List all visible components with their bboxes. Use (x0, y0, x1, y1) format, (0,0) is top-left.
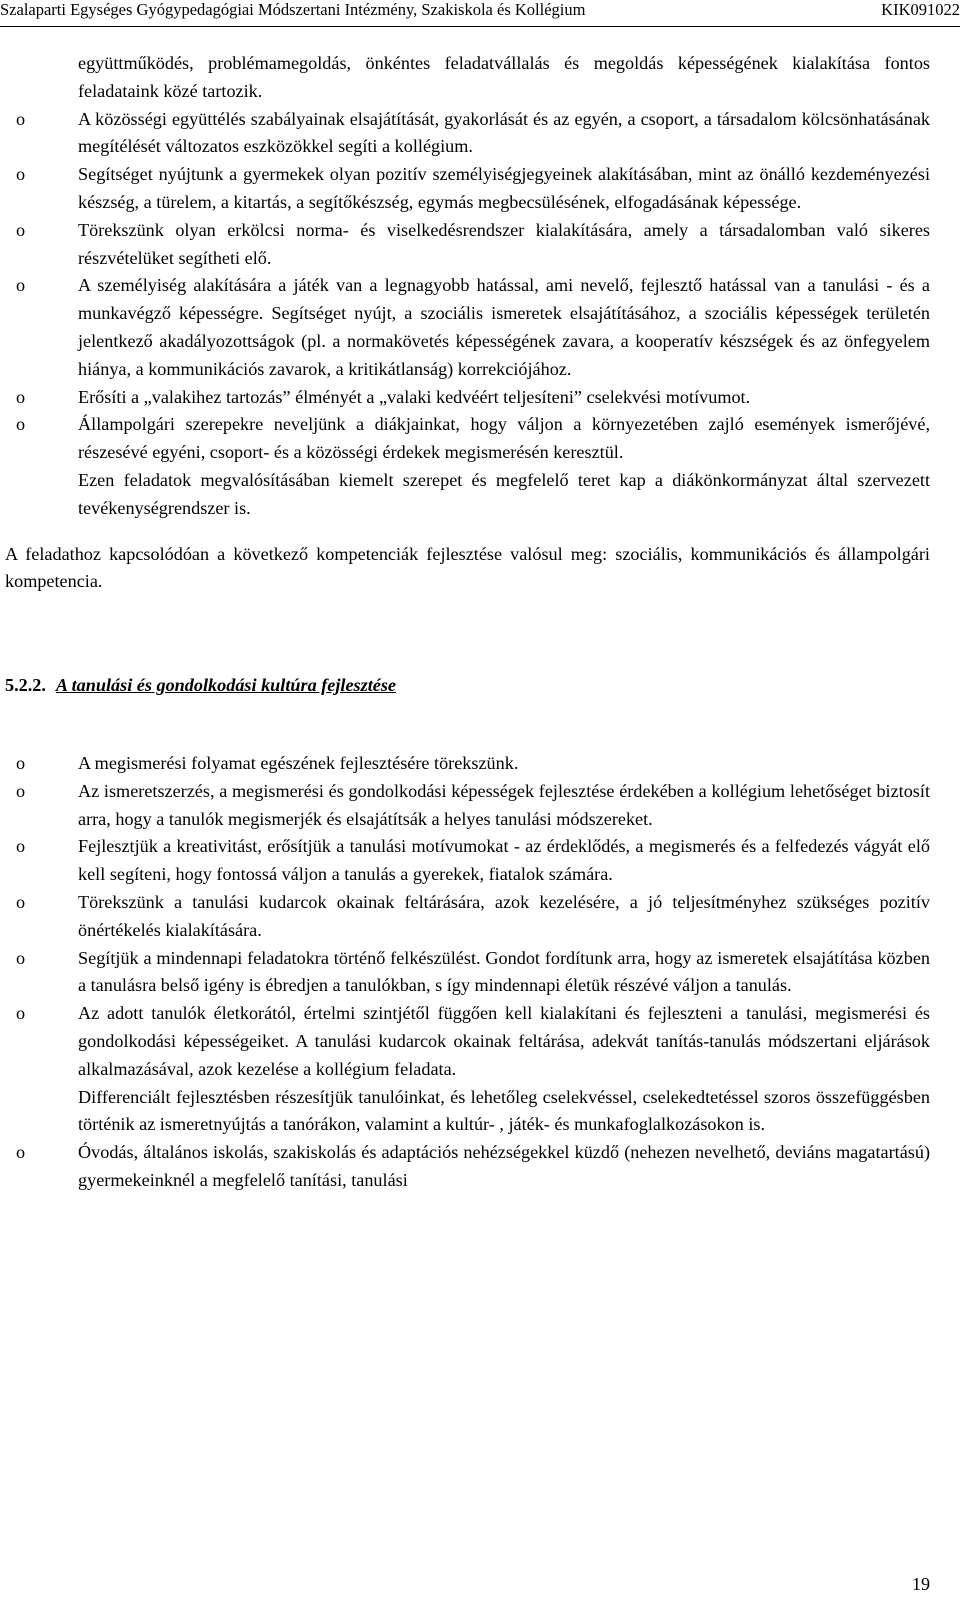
competence-paragraph: A feladathoz kapcsolódóan a következő kompetenciák fejlesztése valósul meg: szociális, kommunikációs és állampolgári kompetencia. (5, 543, 930, 592)
list-item: o Az adott tanulók életkorától, értelmi szintjétől függően kell kialakítani és fejleszteni a tanulási, megismerési és gondolkodási képességeiket. A tanulási kudarcok okainak feltárása, adekvát tanítás-tanulás módszertani eljárások alkalmazásával, azok kezelése a kollégium feladata. (5, 1000, 930, 1083)
list-item: o Erősíti a „valakihez tartozás” élményét a „valaki kedvéért teljesíteni” cselekvési motívumot. (5, 384, 930, 412)
list-item: o Állampolgári szerepekre neveljünk a diákjainkat, hogy váljon a környezetében zajló események ismerőjévé, részesévé egyéni, csoport- és a közösségi érdekek megismerésén keresztül. (5, 411, 930, 467)
section-heading (5, 672, 930, 700)
list-item: o Törekszünk olyan erkölcsi norma- és viselkedésrendszer kialakítására, amely a társadalomban való sikeres részvételüket segítheti elő. (5, 217, 930, 273)
list-item: o A közösségi együttélés szabályainak elsajátítását, gyakorlását és az egyén, a csoport, a társadalom kölcsönhatásának megítélését változatos eszközökkel segíti a kollégium. (5, 106, 930, 162)
page-number: 19 (912, 1574, 930, 1594)
list-2-note: Differenciált fejlesztésben részesítjük tanulóinkat, és lehetőleg cselekvéssel, cselekedtetéssel szoros összefüggésben történik az ismeretnyújtás a tanórákon, valamint a kultúr- , játék- és munkafoglalkozásokon is. (78, 1086, 930, 1135)
bullet-marker: o (16, 780, 26, 801)
list-item: o Törekszünk a tanulási kudarcok okainak feltárására, azok kezelésére, a jó teljesítményhez szükséges pozitív önértékelés kialakítására. (5, 889, 930, 945)
list-item: o A megismerési folyamat egészének fejlesztésére törekszünk. (5, 750, 930, 778)
section-number: 5.2.2. (5, 675, 46, 696)
list-item: o Fejlesztjük a kreativitást, erősítjük a tanulási motívumokat - az érdeklődés, a megismerés és a felfedezés vágyát elő kell segíteni, hogy fontossá váljon a tanulás a gyerekek, fiatalok számára. (5, 833, 930, 889)
bullet-marker: o (16, 219, 26, 240)
bullet-marker: o (16, 164, 26, 185)
page-content (5, 50, 930, 1195)
list-item: o Segítséget nyújtunk a gyermekek olyan pozitív személyiségjegyeinek alakításában, mint az önálló kezdeményezési készség, a türelem, a kitartás, a segítőkészség, egymás megbecsülésének, elfogadásának képessége. (5, 161, 930, 217)
bullet-marker: o (16, 1142, 26, 1163)
list-item: o Óvodás, általános iskolás, szakiskolás és adaptációs nehézségekkel küzdő (nehezen nevelhető, deviáns magatartású) gyermekeinknél a megfelelő tanítási, tanulási (5, 1139, 930, 1195)
list-1 (5, 106, 930, 523)
bullet-marker: o (16, 891, 26, 912)
bullet-marker: o (16, 386, 26, 407)
page-header (0, 0, 960, 29)
header-institution: Szalaparti Egységes Gyógypedagógiai Módszertani Intézmény, Szakiskola és Kollégium (0, 0, 586, 19)
list-1-note: Ezen feladatok megvalósításában kiemelt szerepet és megfelelő teret kap a diákönkormányzat által szervezett tevékenységrendszer is. (78, 469, 930, 518)
bullet-marker: o (16, 947, 26, 968)
list-2 (5, 750, 930, 1195)
section-title: A tanulási és gondolkodási kultúra fejlesztése (55, 675, 396, 696)
bullet-marker: o (16, 1003, 26, 1024)
bullet-marker: o (16, 275, 26, 296)
list-item: o Segítjük a mindennapi feladatokra történő felkészülést. Gondot fordítunk arra, hogy az ismeretek elsajátítása közben a tanulásra belső igény is ébredjen a tanulókban, s így mindennapi életük részévé váljon a tanulás. (5, 945, 930, 1001)
bullet-marker: o (16, 752, 26, 773)
header-code: KIK091022 (881, 0, 960, 19)
header-rule (0, 26, 960, 27)
bullet-marker: o (16, 414, 26, 435)
intro-continued: együttműködés, problémamegoldás, önkéntes feladatvállalás és megoldás képességének kialakítása fontos feladataink közé tartozik. (78, 53, 930, 101)
bullet-marker: o (16, 836, 26, 857)
list-item: o Az ismeretszerzés, a megismerési és gondolkodási képességek fejlesztése érdekében a kollégium lehetőséget biztosít arra, hogy a tanulók megismerjék és elsajátítsák a helyes tanulási módszereket. (5, 778, 930, 834)
list-item: o A személyiség alakítására a játék van a legnagyobb hatással, ami nevelő, fejlesztő hatással van a tanulási - és a munkavégző képességre. Segítséget nyújt, a szociális ismeretek elsajátításához, a szociális képességek területén jelentkező akadályozottságok (pl. a normakövetés képességének zavara, a kooperatív készségek és az önfegyelem hiánya, a kommunikációs zavarok, a kritikátlanság) korrekciójához. (5, 272, 930, 383)
bullet-marker: o (16, 108, 26, 129)
